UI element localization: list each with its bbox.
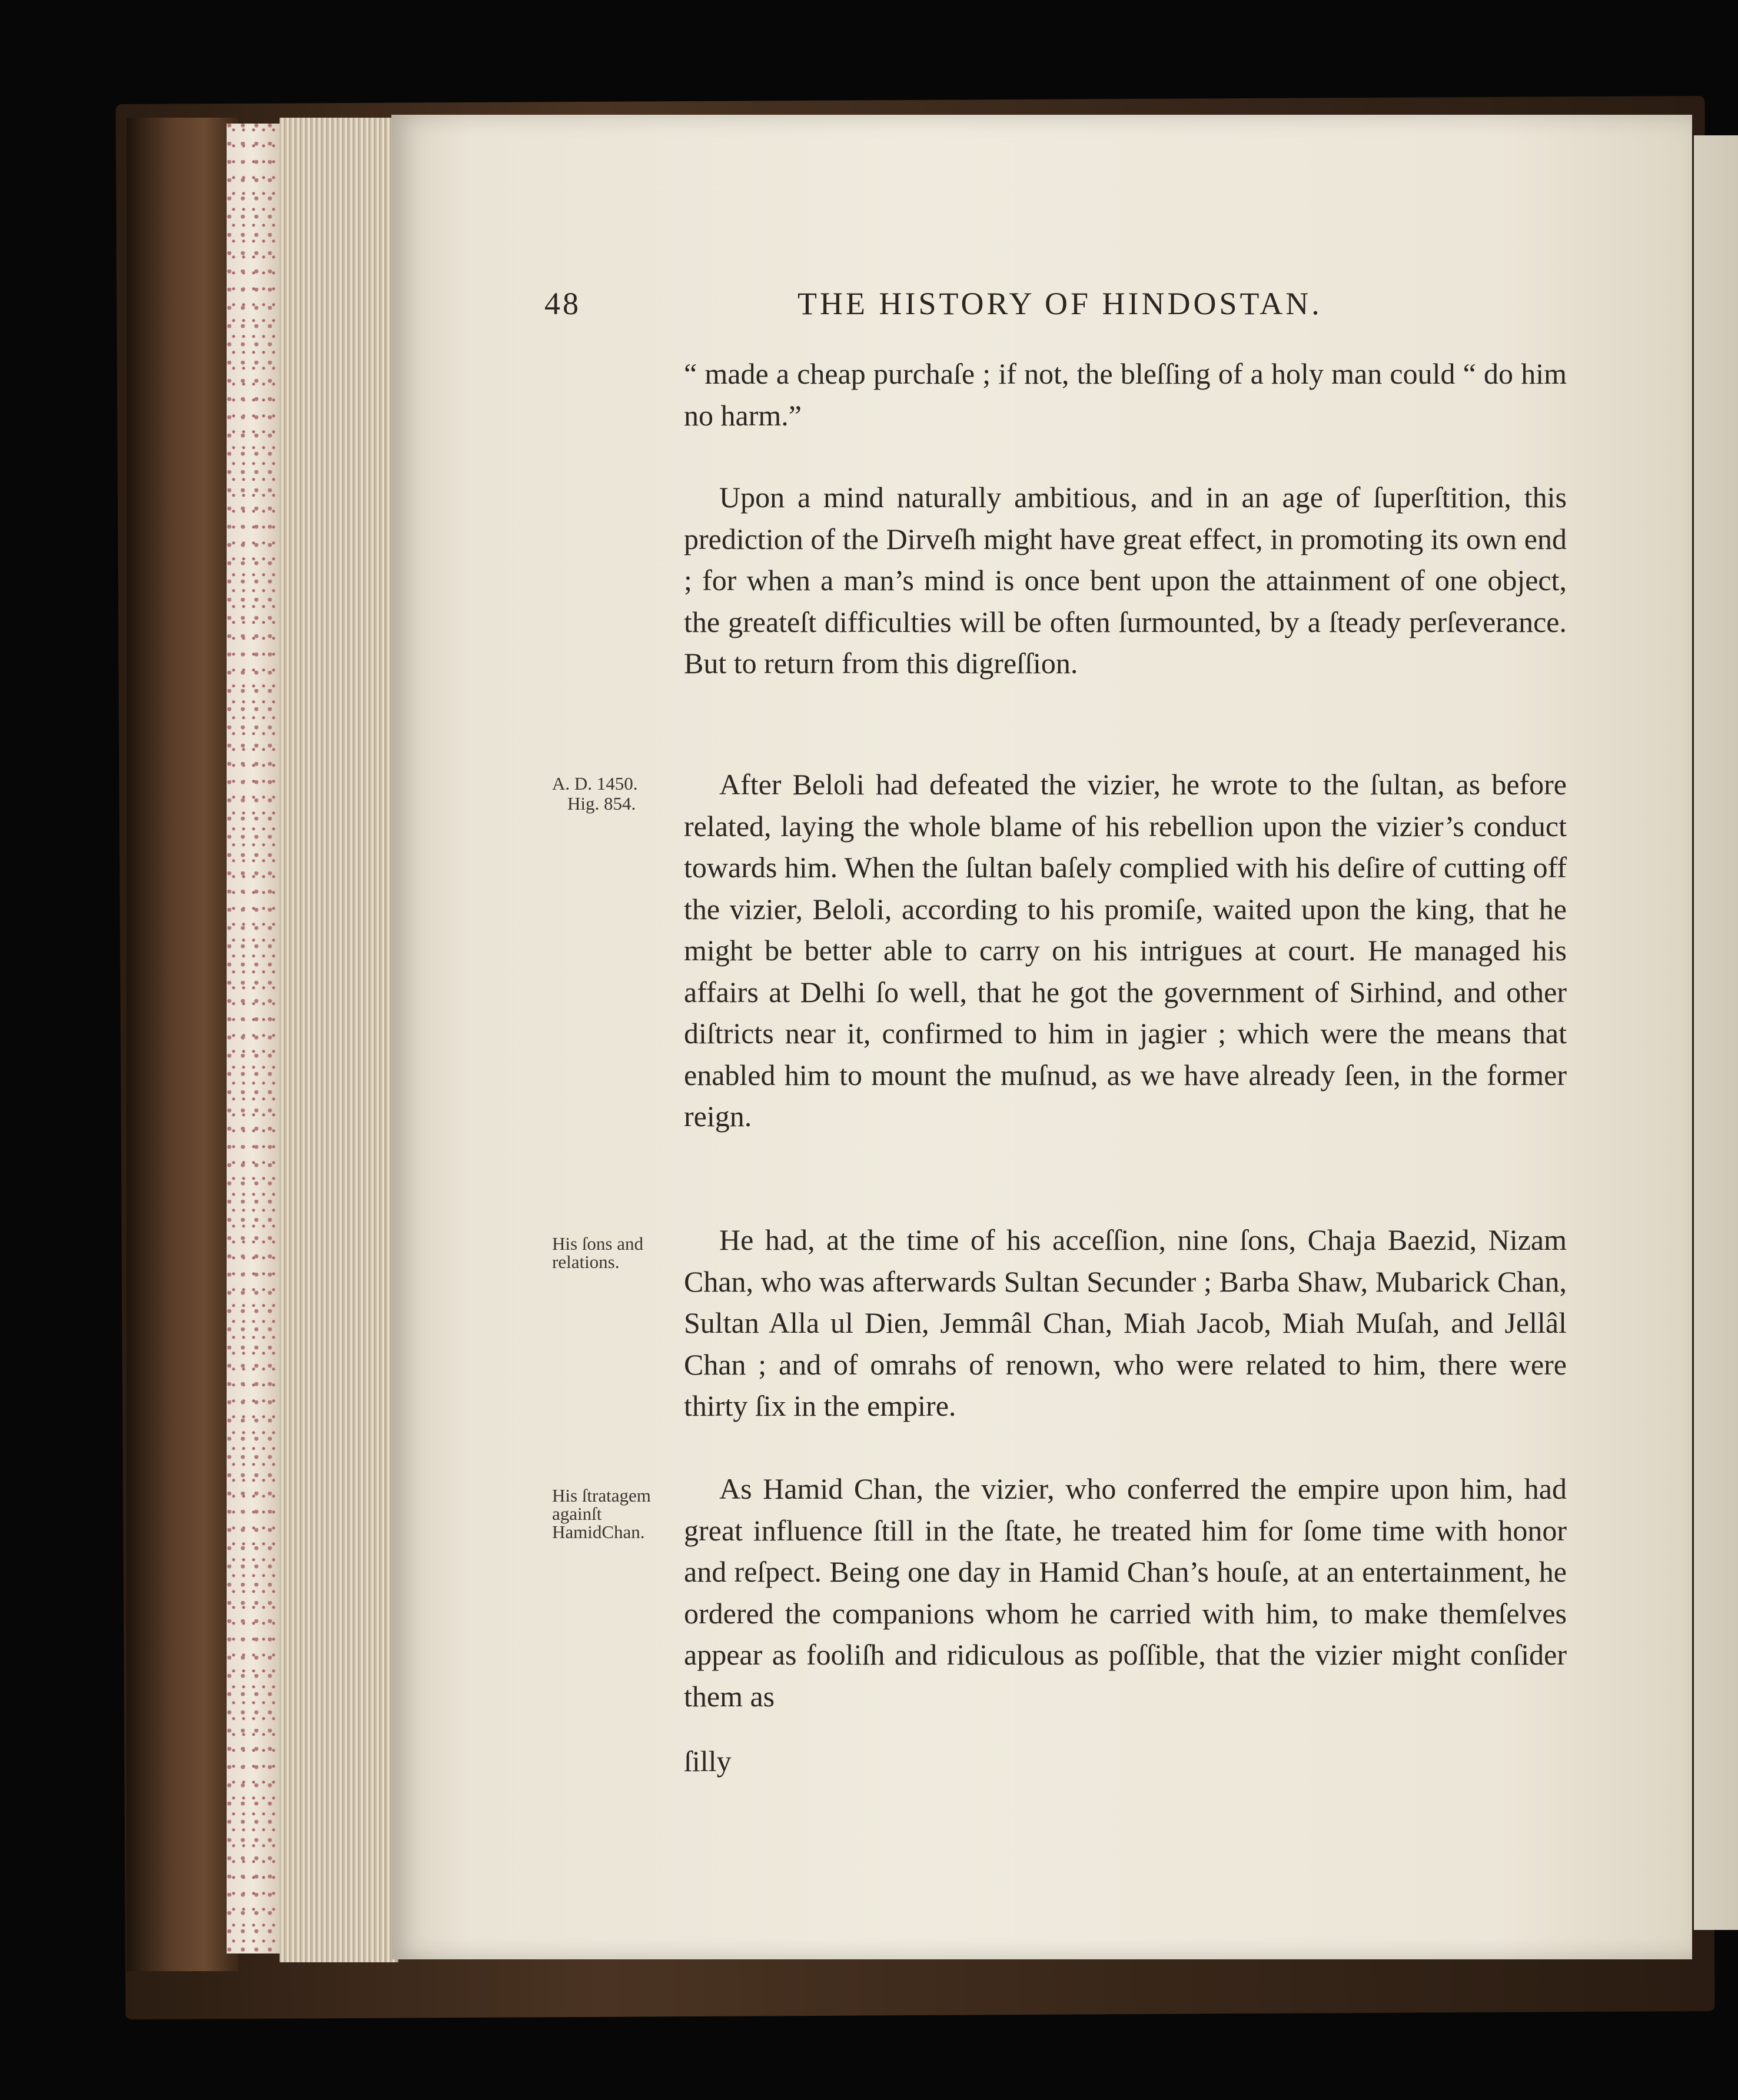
margin-note-date-ad: A. D. 1450.	[552, 773, 638, 794]
margin-note-stratagem: His ſtratagem againſt HamidChan.	[552, 1485, 651, 1542]
margin-note-date-hig: Hig. 854.	[567, 793, 636, 814]
catchword: ſilly	[684, 1745, 732, 1778]
paragraph-beloli: After Beloli had defeated the vizier, he wrote to the ſultan, as before related, laying the whole blame of his rebellion upon the vizier’s conduct towards him. When the ſultan baſely complied with his deſire of cutting off the vizier, Beloli, according to his promiſe, waited upon the king, that he might be better able to carry on his intrigues at court. He managed his affairs at Delhi ſo well, that he got the government of Sirhind, and other diſtricts near it, confirmed to him in jagier ; which were the means that enabled him to mount the muſnud, as we have already ſeen, in the former reign.	[684, 768, 1567, 1133]
paragraph-sons: He had, at the time of his acceſſion, nine ſons, Chaja Baezid, Nizam Chan, who was afterwards Sultan Secunder ; Barba Shaw, Mubarick Chan, Sultan Alla ul Dien, Jemmâl Chan, Miah Jacob, Miah Muſah, and Jellâl Chan ; and of omrahs of renown, who were related to him, there were thirty ſix in the empire.	[684, 1223, 1567, 1422]
margin-note-sons: His ſons and relations.	[552, 1233, 643, 1272]
paragraph-quote-end: “ made a cheap purchaſe ; if not, the bleſſing of a holy man could “ do him no harm.”	[684, 357, 1567, 432]
page-edges	[280, 118, 398, 1962]
page-number: 48	[544, 286, 581, 321]
running-title: THE HISTORY OF HINDOSTAN.	[797, 286, 1322, 321]
paragraph-hamid-chan: As Hamid Chan, the vizier, who conferred the empire upon him, had great influence ſtill in the ſtate, he treated him for ſome time with honor and reſpect. Being one day in Hamid Chan’s houſe, at an entertainment, he ordered the companions whom he carried with him, to make themſelves appear as fooliſh and ridiculous as poſſible, that the vizier might conſider them as	[684, 1472, 1567, 1713]
marbled-endpaper	[227, 124, 280, 1953]
paragraph-ambition: Upon a mind naturally ambitious, and in an age of ſuperſtition, this prediction of the Dirveſh might have great effect, in promoting its own end ; for when a man’s mind is once bent upon the attainment of one object, the greateſt difficulties will be often ſurmounted, by a ſteady perſeverance. But to return from this digreſſion.	[684, 481, 1567, 680]
book-spine-edge	[127, 118, 238, 1971]
facing-page-edge	[1694, 135, 1738, 1930]
